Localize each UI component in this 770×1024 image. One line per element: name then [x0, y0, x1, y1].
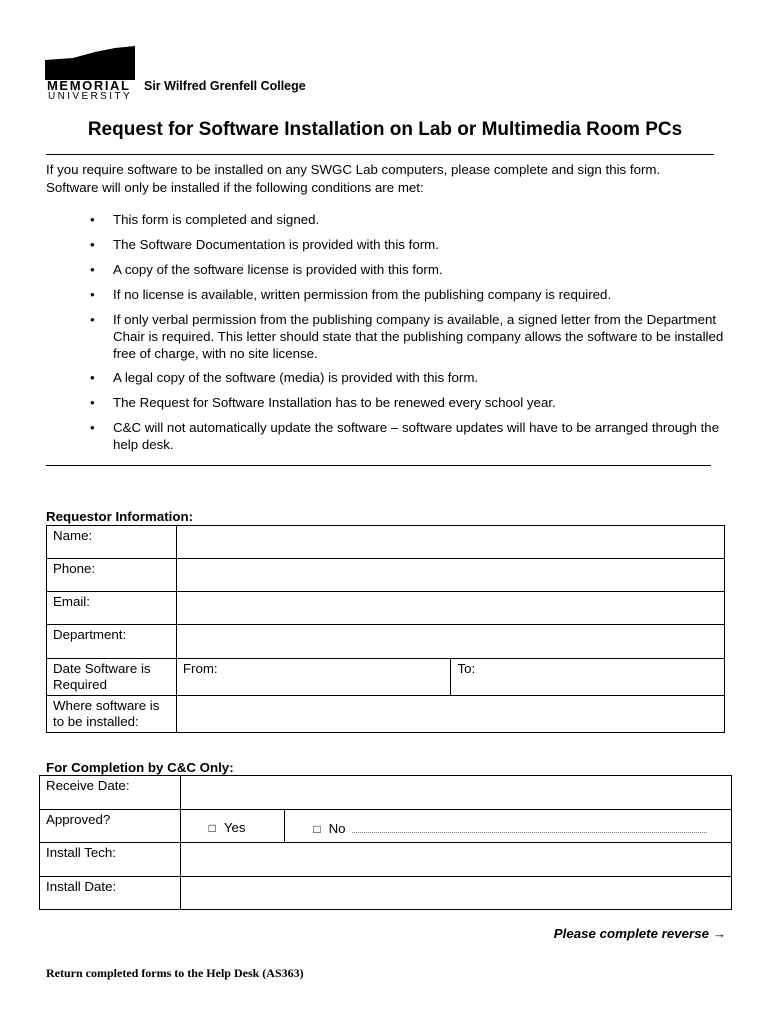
- condition-text: The Software Documentation is provided with this form.: [113, 237, 439, 252]
- approved-yes-checkbox[interactable]: □: [208, 821, 216, 835]
- install-tech-field[interactable]: [180, 843, 731, 877]
- approved-no-checkbox[interactable]: □: [313, 822, 321, 836]
- department-label: Department:: [47, 625, 177, 659]
- install-tech-label: Install Tech:: [40, 843, 181, 877]
- yes-label: Yes: [223, 820, 246, 835]
- requestor-table: [46, 525, 725, 733]
- phone-label: Phone:: [47, 559, 177, 592]
- bullet-glyph: •: [90, 312, 95, 327]
- requestor-heading: Requestor Information:: [46, 509, 194, 524]
- intro-line-1: If you require software to be installed on any SWGC Lab computers, please complete and sign this form.: [46, 162, 661, 177]
- logo-mark-icon: [45, 46, 135, 80]
- cc-only-heading: For Completion by C&C Only:: [46, 760, 234, 775]
- date-to-field[interactable]: [451, 659, 725, 696]
- footer-return-note: Return completed forms to the Help Desk (AS363): [46, 966, 304, 980]
- table-row: [47, 696, 725, 733]
- page-title: Request for Software Installation on Lab or Multimedia Room PCs: [87, 119, 683, 140]
- table-row: [47, 526, 725, 559]
- name-label: Name:: [47, 526, 177, 559]
- logo-memorial-text: MEMORIAL: [47, 78, 131, 93]
- condition-text: A copy of the software license is provided with this form.: [113, 262, 443, 277]
- complete-reverse-note: Please complete reverse →: [553, 926, 726, 941]
- table-row: [40, 843, 732, 877]
- bullet-glyph: •: [90, 370, 95, 385]
- no-label: No: [328, 821, 346, 836]
- table-row: [40, 776, 732, 810]
- condition-text: C&C will not automatically update the software – software updates will have to be arranged through the help desk.: [113, 420, 720, 452]
- university-logo: [45, 46, 305, 102]
- no-reason-field[interactable]: [352, 820, 707, 833]
- approved-no-cell: [285, 810, 732, 843]
- intro-line-2: Software will only be installed if the following conditions are met:: [46, 180, 424, 195]
- bullet-glyph: •: [90, 212, 95, 227]
- from-label: From:: [182, 661, 218, 676]
- table-row: [40, 877, 732, 910]
- install-location-label: Where software is to be installed:: [47, 696, 177, 733]
- condition-text: A legal copy of the software (media) is provided with this form.: [113, 370, 479, 385]
- condition-text: If no license is available, written permission from the publishing company is required.: [113, 287, 612, 302]
- table-row: [47, 592, 725, 625]
- logo-college-text: Sir Wilfred Grenfell College: [144, 79, 306, 93]
- bullet-glyph: •: [90, 420, 95, 435]
- to-label: To:: [457, 661, 476, 676]
- condition-text: If only verbal permission from the publishing company is available, a signed letter from the Department Chair is required. This letter should state that the publishing company allows the software to be installed free of charge, with no site license.: [113, 312, 724, 361]
- table-row: [47, 659, 725, 696]
- department-field[interactable]: [176, 625, 724, 659]
- install-date-label: Install Date:: [40, 877, 181, 910]
- email-label: Email:: [47, 592, 177, 625]
- cc-only-table: [39, 775, 732, 910]
- intro-text: [46, 161, 736, 197]
- conditions-divider: [46, 465, 711, 466]
- bullet-glyph: •: [90, 237, 95, 252]
- receive-date-field[interactable]: [180, 776, 731, 810]
- date-from-field[interactable]: [176, 659, 451, 696]
- logo-university-text: UNIVERSITY: [48, 91, 133, 102]
- email-field[interactable]: [176, 592, 724, 625]
- approved-label: Approved?: [40, 810, 181, 843]
- phone-field[interactable]: [176, 559, 724, 592]
- table-row: [47, 625, 725, 659]
- condition-text: The Request for Software Installation has to be renewed every school year.: [113, 395, 556, 410]
- install-date-field[interactable]: [180, 877, 731, 910]
- table-row: [47, 559, 725, 592]
- receive-date-label: Receive Date:: [40, 776, 181, 810]
- bullet-glyph: •: [90, 262, 95, 277]
- condition-text: This form is completed and signed.: [113, 212, 320, 227]
- name-field[interactable]: [176, 526, 724, 559]
- title-divider: [46, 154, 714, 155]
- install-location-field[interactable]: [176, 696, 724, 733]
- bullet-glyph: •: [90, 395, 95, 410]
- bullet-glyph: •: [90, 287, 95, 302]
- date-required-label: Date Software is Required: [47, 659, 177, 696]
- approved-yes-cell: [180, 810, 285, 843]
- table-row: [40, 810, 732, 843]
